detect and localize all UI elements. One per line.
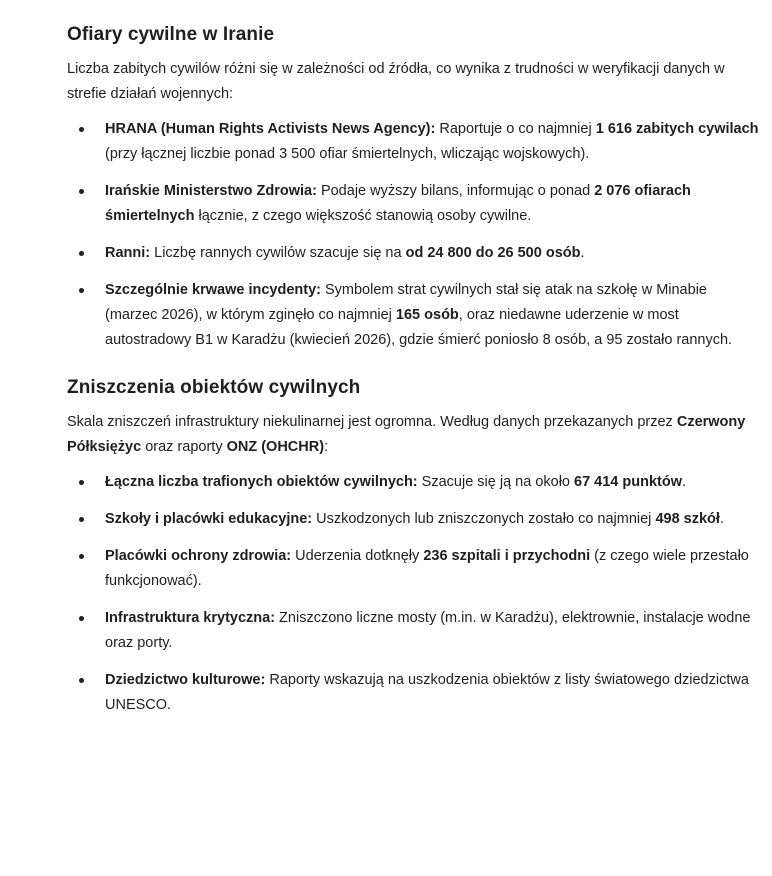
section-heading-civilian-damage: Zniszczenia obiektów cywilnych: [67, 377, 361, 398]
item-emphasis: 1 616 zabitych cywilach: [595, 121, 759, 137]
item-text: Szacuje się ją na około: [417, 474, 575, 490]
intro-emphasis: ONZ (OHCHR): [226, 439, 325, 455]
item-label: Placówki ochrony zdrowia:: [105, 548, 292, 564]
casualties-list: [67, 117, 762, 353]
item-label: Szkoły i placówki edukacyjne:: [105, 511, 313, 527]
item-emphasis: od 24 800 do 26 500 osób: [405, 245, 581, 261]
item-label: Łączna liczba trafionych obiektów cywilnych:: [105, 474, 418, 490]
item-label: HRANA (Human Rights Activists News Agency):: [105, 121, 436, 137]
item-text: .: [682, 474, 687, 490]
item-emphasis: 165 osób: [395, 307, 459, 323]
item-text: Podaje wyższy bilans, informując o ponad: [316, 183, 595, 199]
intro-text: Skala zniszczeń infrastruktury niekulinarnej jest ogromna. Według danych przekazanych przez: [67, 414, 677, 430]
item-text: Zniszczono liczne mosty (m.in. w Karadżu), elektrownie, instalacje wodne oraz porty.: [105, 610, 751, 651]
item-label: Dziedzictwo kulturowe:: [105, 672, 266, 688]
item-text: Uszkodzonych lub zniszczonych zostało co najmniej: [312, 511, 656, 527]
item-emphasis: 236 szpitali i przychodni: [423, 548, 591, 564]
item-label: Szczególnie krwawe incydenty:: [105, 282, 321, 298]
item-text: Symbolem strat cywilnych stał się atak na szkołę w Minabie (marzec 2026), w którym zginęło co najmniej: [105, 282, 707, 323]
intro-emphasis: Czerwony Półksiężyc: [67, 414, 746, 455]
list-item: [67, 241, 762, 266]
list-item: [67, 179, 762, 229]
item-emphasis: 2 076 ofiarach śmiertelnych: [105, 183, 691, 224]
intro-text: :: [324, 439, 329, 455]
list-item: [67, 470, 762, 495]
list-item: [67, 668, 762, 718]
item-label: Ranni:: [105, 245, 151, 261]
section-intro: Liczba zabitych cywilów różni się w zależności od źródła, co wynika z trudności w weryfikacji danych w strefie działań wojennych:: [67, 61, 725, 102]
section-intro: [67, 410, 762, 460]
item-label: Infrastruktura krytyczna:: [105, 610, 276, 626]
item-emphasis: 498 szkół: [655, 511, 720, 527]
item-text: , oraz niedawne uderzenie w most autostradowy B1 w Karadżu (kwiecień 2026), gdzie śmierć poniosło 8 osób, a 95 zostało rannych.: [105, 307, 733, 348]
item-text: (przy łącznej liczbie ponad 3 500 ofiar śmiertelnych, wliczając wojskowych).: [105, 146, 590, 162]
item-text: .: [719, 511, 724, 527]
item-text: .: [580, 245, 585, 261]
list-item: [67, 117, 762, 167]
list-item: [67, 507, 762, 532]
item-text: Liczbę rannych cywilów szacuje się na: [150, 245, 406, 261]
item-emphasis: 67 414 punktów: [574, 474, 682, 490]
list-item: [67, 606, 762, 656]
section-heading-civilian-casualties: Ofiary cywilne w Iranie: [67, 24, 275, 45]
item-text: Raporty wskazują na uszkodzenia obiektów z listy światowego dziedzictwa UNESCO.: [105, 672, 749, 713]
list-item: [67, 544, 762, 594]
item-text: Raportuje o co najmniej: [435, 121, 596, 137]
intro-text: oraz raporty: [141, 439, 227, 455]
item-text: Uderzenia dotknęły: [291, 548, 424, 564]
damage-list: [67, 470, 762, 718]
list-item: [67, 278, 762, 353]
item-text: łącznie, z czego większość stanowią osoby cywilne.: [194, 208, 532, 224]
item-label: Irańskie Ministerstwo Zdrowia:: [105, 183, 317, 199]
item-text: (z czego wiele przestało funkcjonować).: [105, 548, 749, 589]
